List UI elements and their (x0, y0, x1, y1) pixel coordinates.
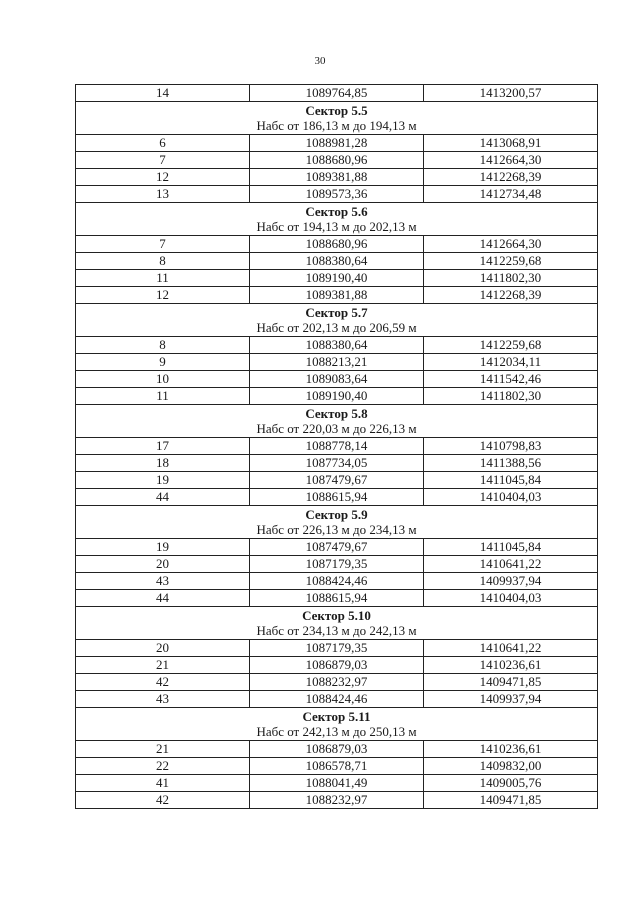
y-coordinate-cell: 1411388,56 (424, 455, 598, 472)
table-row (76, 556, 598, 573)
table-row (76, 590, 598, 607)
point-number-cell: 20 (76, 556, 250, 573)
y-coordinate-cell: 1413068,91 (424, 135, 598, 152)
y-coordinate-cell: 1410236,61 (424, 657, 598, 674)
sector-header-row (76, 102, 598, 135)
table-row (76, 455, 598, 472)
y-coordinate-cell: 1412268,39 (424, 169, 598, 186)
y-coordinate-cell: 1411045,84 (424, 539, 598, 556)
y-coordinate-cell: 1409005,76 (424, 775, 598, 792)
point-number-cell: 8 (76, 337, 250, 354)
y-coordinate-cell: 1409471,85 (424, 674, 598, 691)
x-coordinate-cell: 1089190,40 (250, 388, 424, 405)
y-coordinate-cell: 1412268,39 (424, 287, 598, 304)
table-row (76, 758, 598, 775)
sector-header-cell (76, 506, 598, 539)
point-number-cell: 12 (76, 287, 250, 304)
table-row (76, 135, 598, 152)
y-coordinate-cell: 1409471,85 (424, 792, 598, 809)
sector-title: Сектор 5.8 (305, 406, 368, 421)
sector-title: Сектор 5.5 (305, 103, 368, 118)
y-coordinate-cell: 1412034,11 (424, 354, 598, 371)
y-coordinate-cell: 1413200,57 (424, 85, 598, 102)
y-coordinate-cell: 1409937,94 (424, 691, 598, 708)
sector-header-row (76, 607, 598, 640)
y-coordinate-cell: 1412664,30 (424, 236, 598, 253)
table-row (76, 388, 598, 405)
y-coordinate-cell: 1410641,22 (424, 640, 598, 657)
sector-header-cell (76, 203, 598, 236)
x-coordinate-cell: 1086578,71 (250, 758, 424, 775)
x-coordinate-cell: 1088041,49 (250, 775, 424, 792)
point-number-cell: 6 (76, 135, 250, 152)
sector-header-cell (76, 405, 598, 438)
sector-title: Сектор 5.9 (305, 507, 368, 522)
table-row (76, 775, 598, 792)
point-number-cell: 42 (76, 792, 250, 809)
y-coordinate-cell: 1410641,22 (424, 556, 598, 573)
table-row (76, 186, 598, 203)
point-number-cell: 17 (76, 438, 250, 455)
sector-header-cell (76, 102, 598, 135)
x-coordinate-cell: 1088680,96 (250, 152, 424, 169)
point-number-cell: 18 (76, 455, 250, 472)
point-number-cell: 21 (76, 657, 250, 674)
point-number-cell: 19 (76, 539, 250, 556)
x-coordinate-cell: 1087179,35 (250, 556, 424, 573)
sector-title: Сектор 5.10 (302, 608, 371, 623)
table-row (76, 371, 598, 388)
table-body (76, 85, 598, 809)
x-coordinate-cell: 1087479,67 (250, 539, 424, 556)
point-number-cell: 44 (76, 590, 250, 607)
point-number-cell: 11 (76, 388, 250, 405)
table-row (76, 657, 598, 674)
table-row (76, 539, 598, 556)
x-coordinate-cell: 1089381,88 (250, 169, 424, 186)
point-number-cell: 13 (76, 186, 250, 203)
x-coordinate-cell: 1088213,21 (250, 354, 424, 371)
sector-header-row (76, 405, 598, 438)
x-coordinate-cell: 1087179,35 (250, 640, 424, 657)
y-coordinate-cell: 1410404,03 (424, 590, 598, 607)
x-coordinate-cell: 1089764,85 (250, 85, 424, 102)
sector-title: Сектор 5.6 (305, 204, 368, 219)
y-coordinate-cell: 1411045,84 (424, 472, 598, 489)
point-number-cell: 11 (76, 270, 250, 287)
y-coordinate-cell: 1411802,30 (424, 388, 598, 405)
point-number-cell: 9 (76, 354, 250, 371)
coordinates-table (75, 84, 598, 809)
x-coordinate-cell: 1088615,94 (250, 590, 424, 607)
y-coordinate-cell: 1409832,00 (424, 758, 598, 775)
x-coordinate-cell: 1086879,03 (250, 741, 424, 758)
page-number: 30 (314, 55, 326, 67)
table-row (76, 640, 598, 657)
sector-title: Сектор 5.7 (305, 305, 368, 320)
sector-title: Сектор 5.11 (302, 709, 371, 724)
sector-header-cell (76, 607, 598, 640)
point-number-cell: 42 (76, 674, 250, 691)
point-number-cell: 7 (76, 236, 250, 253)
x-coordinate-cell: 1088615,94 (250, 489, 424, 506)
x-coordinate-cell: 1089573,36 (250, 186, 424, 203)
sector-header-cell (76, 708, 598, 741)
x-coordinate-cell: 1088778,14 (250, 438, 424, 455)
x-coordinate-cell: 1089190,40 (250, 270, 424, 287)
point-number-cell: 43 (76, 691, 250, 708)
point-number-cell: 7 (76, 152, 250, 169)
point-number-cell: 43 (76, 573, 250, 590)
point-number-cell: 12 (76, 169, 250, 186)
x-coordinate-cell: 1088232,97 (250, 674, 424, 691)
x-coordinate-cell: 1088680,96 (250, 236, 424, 253)
y-coordinate-cell: 1412664,30 (424, 152, 598, 169)
y-coordinate-cell: 1411542,46 (424, 371, 598, 388)
sector-elevation-range: Набс от 194,13 м до 202,13 м (256, 219, 417, 234)
sector-elevation-range: Набс от 186,13 м до 194,13 м (256, 118, 417, 133)
table-row (76, 792, 598, 809)
table-row (76, 741, 598, 758)
sector-header-row (76, 506, 598, 539)
sector-elevation-range: Набс от 234,13 м до 242,13 м (256, 623, 417, 638)
sector-elevation-range: Набс от 220,03 м до 226,13 м (256, 421, 417, 436)
x-coordinate-cell: 1088232,97 (250, 792, 424, 809)
x-coordinate-cell: 1088380,64 (250, 337, 424, 354)
y-coordinate-cell: 1412734,48 (424, 186, 598, 203)
table-row (76, 253, 598, 270)
table-row (76, 674, 598, 691)
sector-header-row (76, 708, 598, 741)
sector-header-row (76, 203, 598, 236)
table-row (76, 236, 598, 253)
point-number-cell: 10 (76, 371, 250, 388)
y-coordinate-cell: 1412259,68 (424, 253, 598, 270)
sector-elevation-range: Набс от 226,13 м до 234,13 м (256, 522, 417, 537)
table-row (76, 489, 598, 506)
point-number-cell: 20 (76, 640, 250, 657)
x-coordinate-cell: 1088424,46 (250, 573, 424, 590)
point-number-cell: 21 (76, 741, 250, 758)
sector-elevation-range: Набс от 202,13 м до 206,59 м (256, 320, 417, 335)
table-row (76, 354, 598, 371)
table-row (76, 472, 598, 489)
x-coordinate-cell: 1087479,67 (250, 472, 424, 489)
x-coordinate-cell: 1086879,03 (250, 657, 424, 674)
table-row (76, 169, 598, 186)
x-coordinate-cell: 1089083,64 (250, 371, 424, 388)
point-number-cell: 44 (76, 489, 250, 506)
table-row (76, 691, 598, 708)
x-coordinate-cell: 1088380,64 (250, 253, 424, 270)
point-number-cell: 8 (76, 253, 250, 270)
table-row (76, 287, 598, 304)
point-number-cell: 14 (76, 85, 250, 102)
y-coordinate-cell: 1409937,94 (424, 573, 598, 590)
x-coordinate-cell: 1089381,88 (250, 287, 424, 304)
sector-header-cell (76, 304, 598, 337)
y-coordinate-cell: 1410404,03 (424, 489, 598, 506)
table-row (76, 270, 598, 287)
y-coordinate-cell: 1411802,30 (424, 270, 598, 287)
table-row (76, 337, 598, 354)
table-row (76, 85, 598, 102)
x-coordinate-cell: 1088424,46 (250, 691, 424, 708)
sector-header-row (76, 304, 598, 337)
table-row (76, 438, 598, 455)
table-row (76, 573, 598, 590)
point-number-cell: 22 (76, 758, 250, 775)
sector-elevation-range: Набс от 242,13 м до 250,13 м (256, 724, 417, 739)
table-row (76, 152, 598, 169)
y-coordinate-cell: 1412259,68 (424, 337, 598, 354)
y-coordinate-cell: 1410798,83 (424, 438, 598, 455)
x-coordinate-cell: 1088981,28 (250, 135, 424, 152)
y-coordinate-cell: 1410236,61 (424, 741, 598, 758)
x-coordinate-cell: 1087734,05 (250, 455, 424, 472)
point-number-cell: 19 (76, 472, 250, 489)
point-number-cell: 41 (76, 775, 250, 792)
